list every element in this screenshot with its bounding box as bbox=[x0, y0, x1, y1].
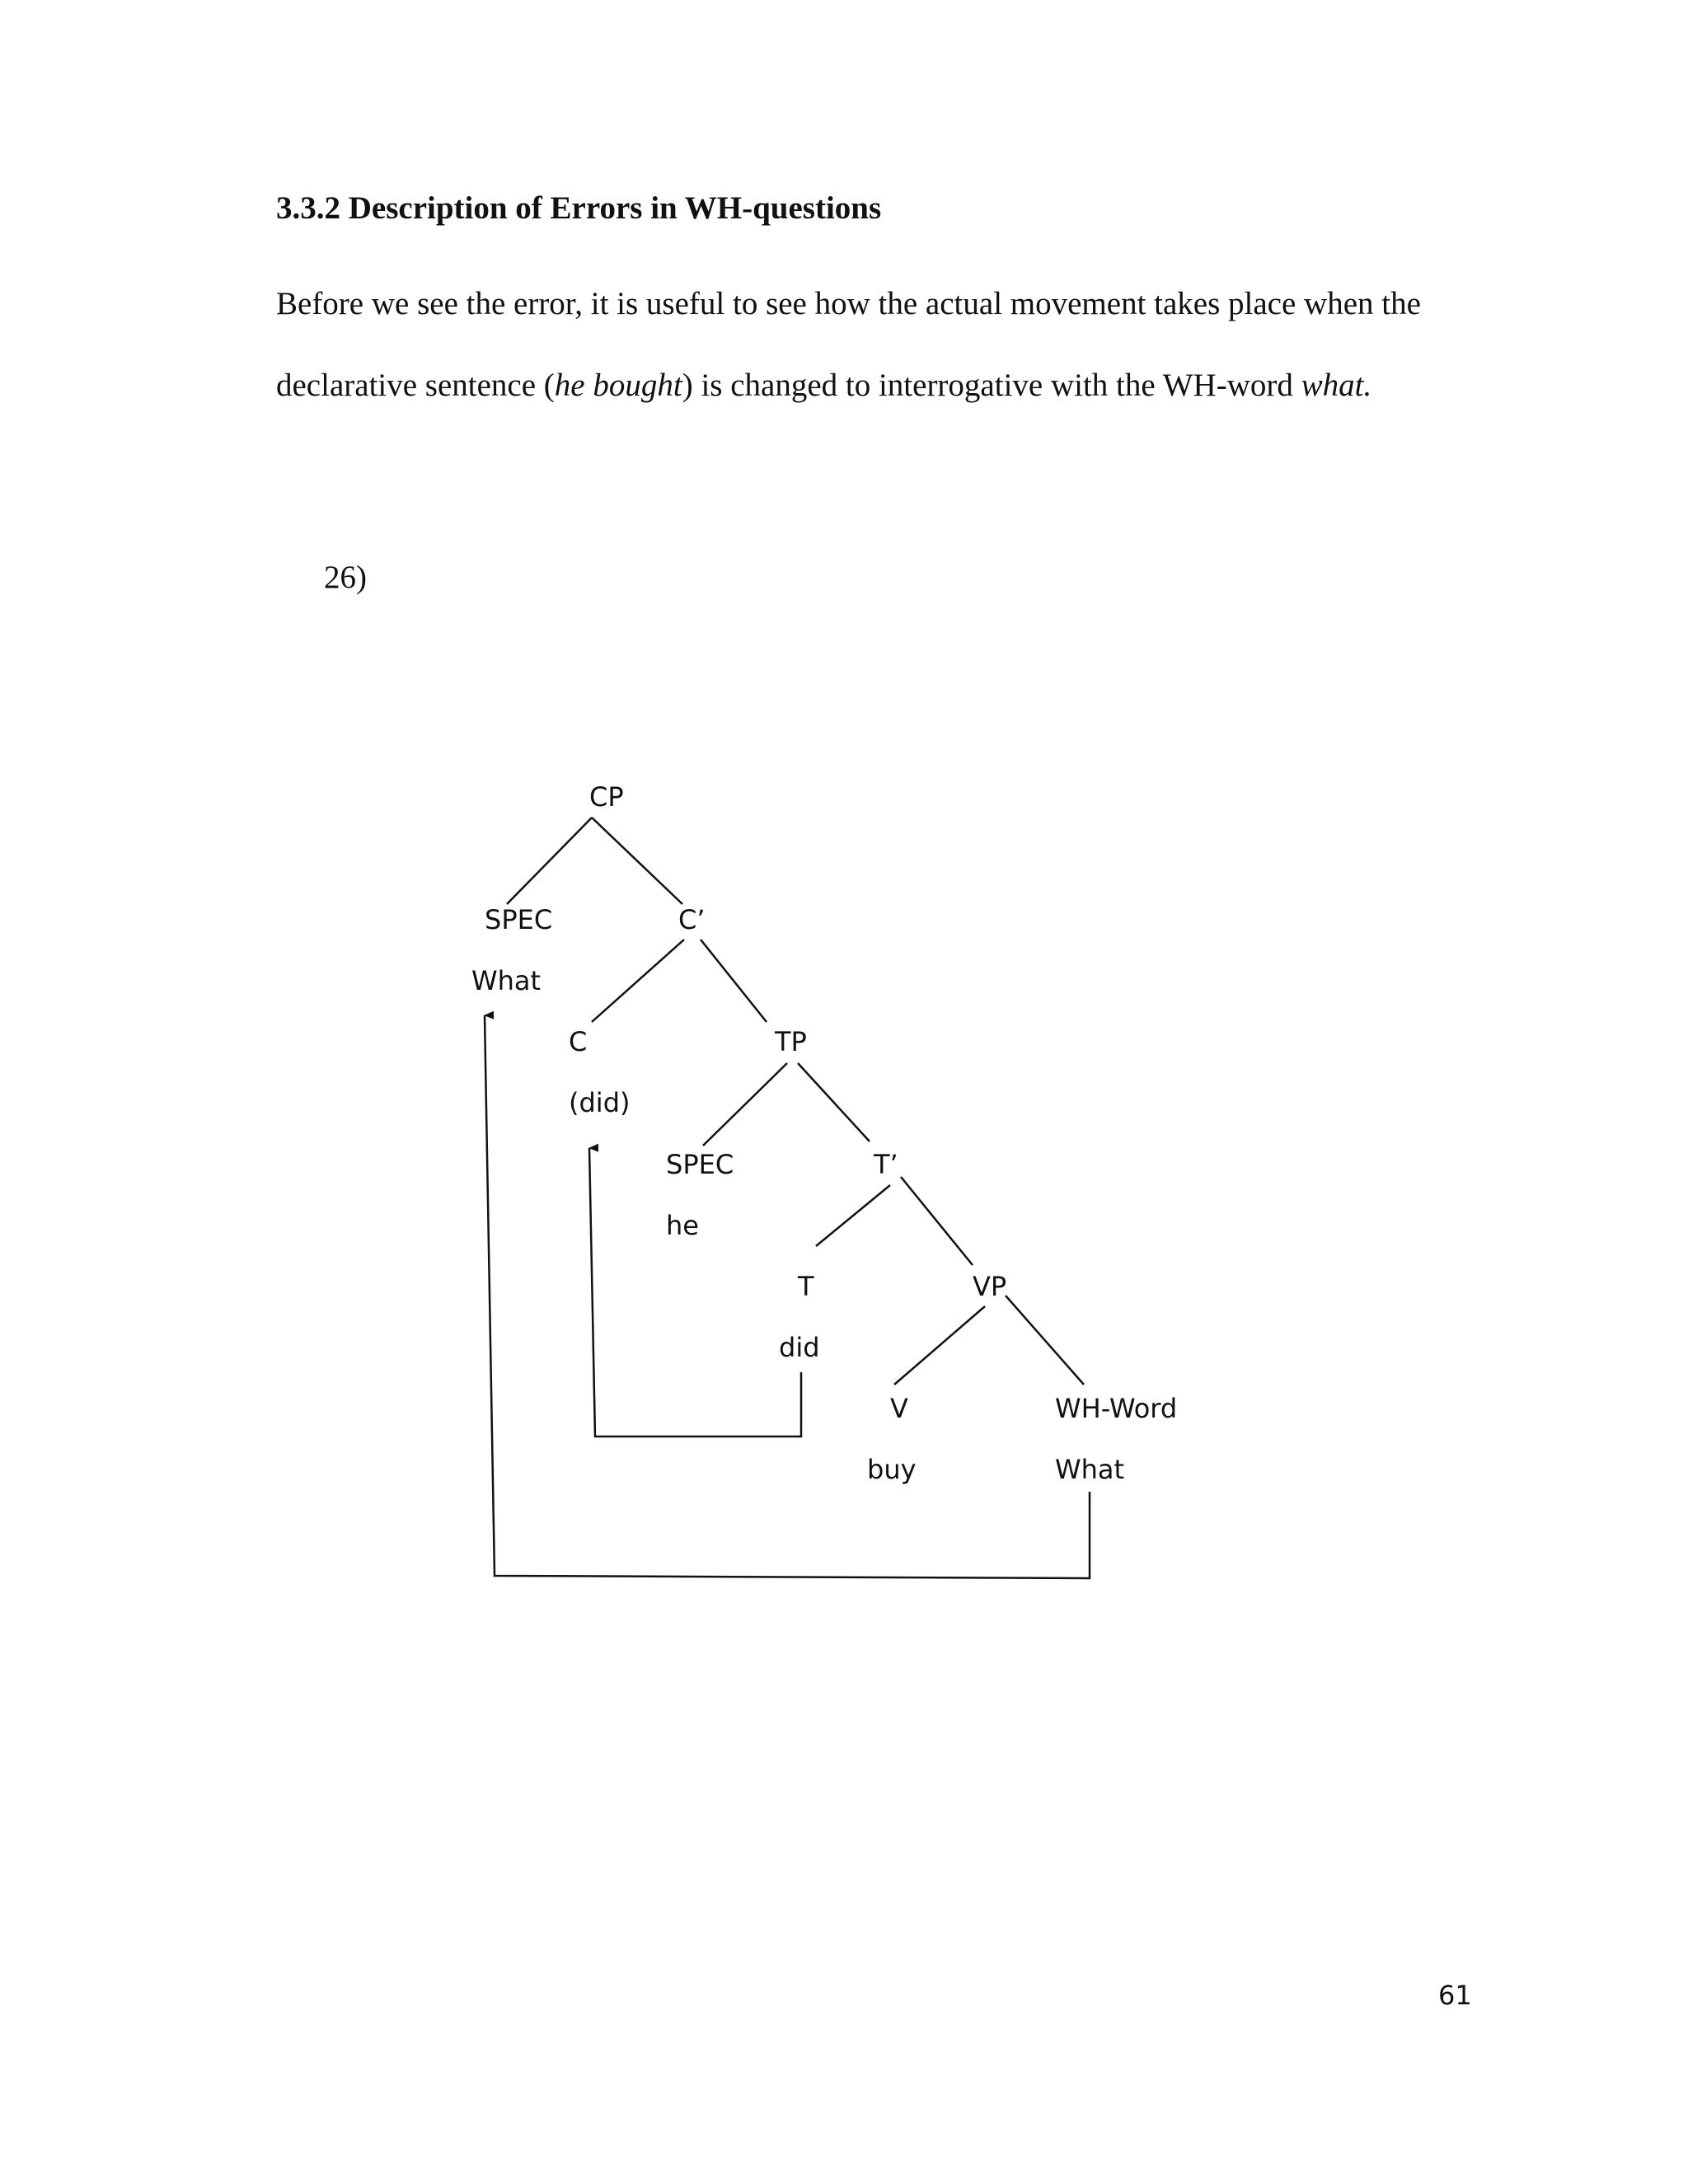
node-t: T bbox=[798, 1271, 814, 1302]
branch-vp-v bbox=[894, 1306, 985, 1385]
branch-vp-wh bbox=[1006, 1296, 1084, 1385]
node-c-word: (did) bbox=[569, 1087, 631, 1118]
branch-cbar-tp bbox=[701, 940, 767, 1022]
node-spec-cp-word: What bbox=[471, 965, 542, 996]
branch-tp-spec bbox=[703, 1063, 787, 1146]
branch-cp-cbar bbox=[592, 818, 682, 904]
example-phrase: he bought bbox=[554, 368, 682, 403]
section-heading: 3.3.2 Description of Errors in WH-questions bbox=[276, 190, 882, 226]
node-cp: CP bbox=[589, 781, 624, 813]
node-v: V bbox=[890, 1393, 908, 1424]
node-vp: VP bbox=[973, 1271, 1007, 1302]
node-wh-word: WH-Word bbox=[1055, 1393, 1178, 1424]
branch-cbar-c bbox=[592, 940, 684, 1022]
node-wh-word-value: What bbox=[1055, 1454, 1125, 1485]
branch-tbar-t bbox=[816, 1185, 890, 1246]
node-tp: TP bbox=[775, 1026, 807, 1057]
paragraph-line-1: Before we see the error, it is useful to see how the actual movement takes place when the bbox=[276, 286, 1421, 321]
node-spec-tp: SPEC bbox=[666, 1149, 734, 1180]
node-v-word: buy bbox=[867, 1454, 917, 1485]
node-c: C bbox=[569, 1026, 588, 1057]
t-to-c-movement-arrow bbox=[589, 1148, 801, 1436]
page-number: 61 bbox=[1438, 1980, 1472, 2011]
branch-tbar-vp bbox=[901, 1177, 973, 1265]
node-spec-cp: SPEC bbox=[485, 904, 553, 935]
branch-tp-tbar bbox=[798, 1063, 870, 1141]
paragraph-text: ) is changed to interrogative with the WH-word bbox=[682, 368, 1301, 403]
branch-cp-spec bbox=[507, 818, 592, 904]
paragraph-text: declarative sentence ( bbox=[276, 368, 555, 403]
node-spec-tp-word: he bbox=[666, 1210, 699, 1241]
node-t-word: did bbox=[779, 1332, 820, 1363]
node-t-bar: T’ bbox=[874, 1149, 898, 1180]
wh-word-emphasis: what. bbox=[1301, 368, 1372, 403]
node-c-bar: C’ bbox=[678, 904, 706, 935]
example-number: 26) bbox=[324, 560, 367, 595]
